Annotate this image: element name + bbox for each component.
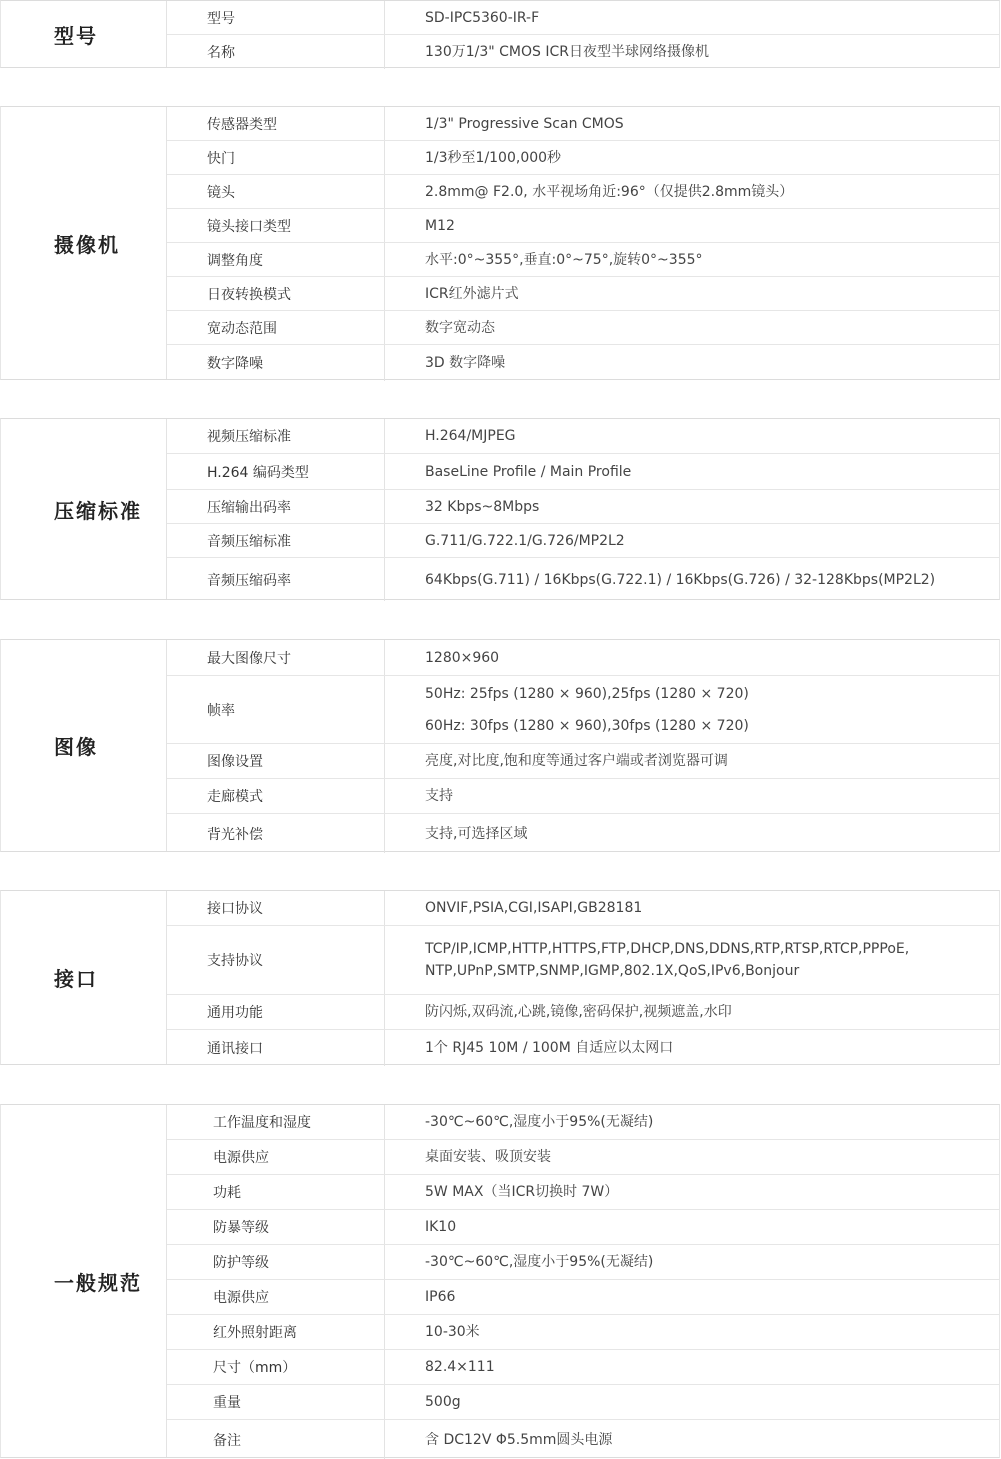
spec-row	[167, 995, 999, 1030]
spec-row	[167, 1140, 999, 1175]
spec-value-line: TCP/IP,ICMP,HTTP,HTTPS,FTP,DHCP,DNS,DDNS,RTP,RTSP,RTCP,PPPoE,	[425, 941, 910, 957]
spec-value	[385, 1315, 999, 1349]
spec-value	[385, 676, 999, 743]
section-title: 图像	[1, 640, 167, 851]
section-image	[0, 639, 1000, 852]
spec-value	[385, 141, 999, 174]
spec-value	[385, 454, 999, 489]
spec-rows	[167, 891, 999, 1064]
spec-value-line: 32 Kbps~8Mbps	[425, 498, 540, 515]
spec-value-line: 1个 RJ45 10M / 100M 自适应以太网口	[425, 1040, 674, 1056]
spec-value-line: 桌面安装、吸顶安装	[425, 1149, 551, 1165]
spec-row	[167, 141, 999, 175]
spec-label: 支持协议	[167, 926, 385, 994]
spec-row	[167, 676, 999, 744]
spec-value	[385, 419, 999, 453]
spec-row	[167, 35, 999, 69]
spec-value	[385, 1280, 999, 1314]
spec-label: 红外照射距离	[167, 1315, 385, 1349]
spec-value	[385, 995, 999, 1029]
spec-row	[167, 454, 999, 490]
spec-value-line: 支持	[425, 788, 453, 804]
spec-row	[167, 1, 999, 35]
spec-label: 备注	[167, 1420, 385, 1459]
spec-label: 工作温度和湿度	[167, 1105, 385, 1139]
spec-value	[385, 345, 999, 381]
spec-value	[385, 490, 999, 523]
spec-label: 视频压缩标准	[167, 419, 385, 453]
spec-label: 通讯接口	[167, 1030, 385, 1066]
spec-value-line: 130万1/3" CMOS ICR日夜型半球网络摄像机	[425, 44, 709, 60]
spec-value	[385, 814, 999, 853]
spec-value-line: IK10	[425, 1219, 457, 1235]
spec-row	[167, 926, 999, 995]
spec-row	[167, 490, 999, 524]
spec-label: 音频压缩码率	[167, 558, 385, 601]
spec-value	[385, 243, 999, 276]
spec-value	[385, 1420, 999, 1459]
spec-row	[167, 1420, 999, 1459]
spec-value	[385, 558, 999, 601]
spec-value	[385, 926, 999, 994]
spec-value-line: 64Kbps(G.711) / 16Kbps(G.722.1) / 16Kbps(G.726) / 32-128Kbps(MP2L2)	[425, 571, 936, 588]
spec-row	[167, 419, 999, 454]
spec-label: 电源供应	[167, 1140, 385, 1174]
spec-value	[385, 1175, 999, 1209]
spec-row	[167, 243, 999, 277]
spec-value-line: 含 DC12V Φ5.5mm圆头电源	[425, 1431, 613, 1448]
spec-value-line: SD-IPC5360-IR-F	[425, 9, 540, 26]
spec-label: 重量	[167, 1385, 385, 1419]
spec-label: 传感器类型	[167, 107, 385, 140]
section-model	[0, 0, 1000, 68]
section-interface	[0, 890, 1000, 1065]
spec-value	[385, 1210, 999, 1244]
spec-value-line: ONVIF,PSIA,CGI,ISAPI,GB28181	[425, 900, 643, 916]
section-general	[0, 1104, 1000, 1458]
spec-label: 防暴等级	[167, 1210, 385, 1244]
spec-label: 调整角度	[167, 243, 385, 276]
spec-value	[385, 209, 999, 242]
spec-row	[167, 1315, 999, 1350]
spec-label: 镜头	[167, 175, 385, 208]
spec-value	[385, 1350, 999, 1384]
spec-label: 尺寸（mm）	[167, 1350, 385, 1384]
spec-value	[385, 1140, 999, 1174]
spec-row	[167, 640, 999, 676]
spec-row	[167, 175, 999, 209]
spec-row	[167, 1385, 999, 1420]
spec-value-line: 1/3" Progressive Scan CMOS	[425, 115, 624, 132]
spec-value	[385, 1245, 999, 1279]
spec-value	[385, 311, 999, 344]
spec-value-line: M12	[425, 217, 455, 234]
spec-value-line: 水平:0°~355°,垂直:0°~75°,旋转0°~355°	[425, 251, 703, 268]
section-title: 压缩标准	[1, 419, 167, 599]
spec-label: 音频压缩标准	[167, 524, 385, 557]
spec-value	[385, 1385, 999, 1419]
spec-value	[385, 779, 999, 813]
spec-value-line: 支持,可选择区域	[425, 825, 528, 842]
spec-row	[167, 1210, 999, 1245]
spec-rows	[167, 107, 999, 379]
spec-value-line: 1280×960	[425, 649, 500, 666]
section-title: 接口	[1, 891, 167, 1064]
spec-row	[167, 277, 999, 311]
spec-label: 快门	[167, 141, 385, 174]
spec-value-line: 防闪烁,双码流,心跳,镜像,密码保护,视频遮盖,水印	[425, 1004, 732, 1020]
spec-label: 图像设置	[167, 744, 385, 778]
spec-label: 压缩输出码率	[167, 490, 385, 523]
spec-rows	[167, 1105, 999, 1457]
spec-value-line: 10-30米	[425, 1324, 480, 1340]
spec-row	[167, 558, 999, 601]
spec-label: 型号	[167, 1, 385, 34]
spec-row	[167, 107, 999, 141]
spec-value-line: 60Hz: 30fps (1280 × 960),30fps (1280 × 720)	[425, 717, 749, 734]
spec-label: 宽动态范围	[167, 311, 385, 344]
spec-value	[385, 107, 999, 140]
spec-row	[167, 345, 999, 381]
spec-label: 背光补偿	[167, 814, 385, 853]
spec-row	[167, 891, 999, 926]
spec-row	[167, 1175, 999, 1210]
spec-value-line: 500g	[425, 1394, 461, 1410]
spec-row	[167, 1280, 999, 1315]
spec-value-line: 亮度,对比度,饱和度等通过客户端或者浏览器可调	[425, 753, 728, 769]
spec-label: 防护等级	[167, 1245, 385, 1279]
section-title: 一般规范	[1, 1105, 167, 1457]
spec-value-line: 数字宽动态	[425, 319, 495, 336]
spec-value-line: BaseLine Profile / Main Profile	[425, 463, 632, 480]
spec-value-line: 1/3秒至1/100,000秒	[425, 149, 562, 166]
spec-value-line: G.711/G.722.1/G.726/MP2L2	[425, 532, 625, 549]
section-compression	[0, 418, 1000, 600]
spec-row	[167, 744, 999, 779]
spec-row	[167, 524, 999, 558]
spec-value-line: 50Hz: 25fps (1280 × 960),25fps (1280 × 720)	[425, 685, 749, 702]
spec-rows	[167, 1, 999, 67]
spec-value-line: -30℃~60℃,湿度小于95%(无凝结)	[425, 1114, 654, 1130]
spec-value-line: 5W MAX（当ICR切换时 7W）	[425, 1184, 619, 1200]
spec-row	[167, 814, 999, 853]
spec-label: 接口协议	[167, 891, 385, 925]
section-title: 型号	[1, 1, 167, 67]
spec-value	[385, 1, 999, 34]
spec-label: 日夜转换模式	[167, 277, 385, 310]
spec-label: 最大图像尺寸	[167, 640, 385, 675]
spec-value	[385, 891, 999, 925]
spec-value-line: IP66	[425, 1289, 456, 1305]
spec-value-line: ICR红外滤片式	[425, 285, 519, 302]
spec-value	[385, 524, 999, 557]
spec-value-line: 82.4×111	[425, 1359, 495, 1375]
spec-rows	[167, 640, 999, 851]
spec-label: 数字降噪	[167, 345, 385, 381]
spec-value	[385, 175, 999, 208]
spec-value-line: NTP,UPnP,SMTP,SNMP,IGMP,802.1X,QoS,IPv6,Bonjour	[425, 963, 800, 979]
spec-label: 帧率	[167, 676, 385, 743]
spec-label: 名称	[167, 35, 385, 69]
spec-value-line: H.264/MJPEG	[425, 428, 516, 444]
spec-value	[385, 744, 999, 778]
spec-value	[385, 277, 999, 310]
spec-rows	[167, 419, 999, 599]
spec-row	[167, 1030, 999, 1066]
spec-value-line: 3D 数字降噪	[425, 355, 506, 371]
spec-label: 功耗	[167, 1175, 385, 1209]
spec-label: 走廊模式	[167, 779, 385, 813]
spec-row	[167, 209, 999, 243]
spec-label: 电源供应	[167, 1280, 385, 1314]
spec-row	[167, 779, 999, 814]
section-title: 摄像机	[1, 107, 167, 379]
spec-label: H.264 编码类型	[167, 454, 385, 489]
spec-row	[167, 1105, 999, 1140]
spec-label: 镜头接口类型	[167, 209, 385, 242]
spec-value	[385, 640, 999, 675]
spec-value	[385, 35, 999, 69]
spec-row	[167, 311, 999, 345]
spec-label: 通用功能	[167, 995, 385, 1029]
spec-row	[167, 1245, 999, 1280]
spec-value-line: 2.8mm@ F2.0, 水平视场角近:96°（仅提供2.8mm镜头）	[425, 183, 794, 200]
spec-row	[167, 1350, 999, 1385]
spec-value	[385, 1105, 999, 1139]
spec-value	[385, 1030, 999, 1066]
section-camera	[0, 106, 1000, 380]
spec-value-line: -30℃~60℃,湿度小于95%(无凝结)	[425, 1254, 654, 1270]
